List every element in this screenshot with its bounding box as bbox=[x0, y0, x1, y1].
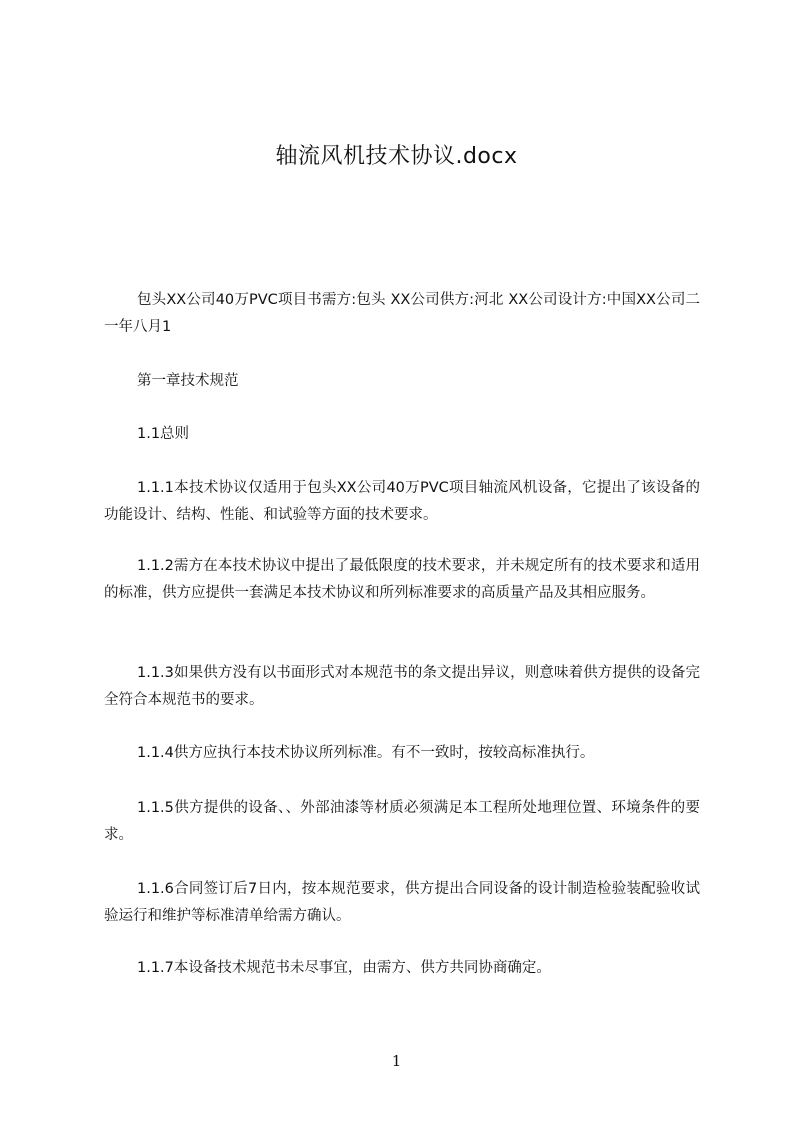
chapter-heading: 第一章技术规范 bbox=[137, 373, 239, 389]
intro-paragraph: 包头XX公司40万PVC项目书需方:包头 XX公司供方:河北 XX公司设计方:中国XX公司二一年八月1 bbox=[104, 292, 700, 335]
paragraph-1-1-1: 1.1.1本技术协议仅适用于包头XX公司40万PVC项目轴流风机设备，它提出了该设备的功能设计、结构、性能、和试验等方面的技术要求。 bbox=[104, 480, 700, 523]
paragraph-1-1-7: 1.1.7本设备技术规范书未尽事宜，由需方、供方共同协商确定。 bbox=[137, 960, 551, 976]
paragraph-1-1-2: 1.1.2需方在本技术协议中提出了最低限度的技术要求，并未规定所有的技术要求和适用的标准，供方应提供一套满足本技术协议和所列标准要求的高质量产品及其相应服务。 bbox=[104, 558, 700, 601]
paragraph-1-1-3: 1.1.3如果供方没有以书面形式对本规范书的条文提出异议，则意味着供方提供的设备完全符合本规范书的要求。 bbox=[104, 665, 700, 708]
section-heading: 1.1总则 bbox=[137, 426, 190, 442]
paragraph-1-1-5: 1.1.5供方提供的设备、、外部油漆等材质必须满足本工程所处地理位置、环境条件的要求。 bbox=[104, 800, 700, 843]
page-number: 1 bbox=[391, 1052, 402, 1070]
paragraph-1-1-6: 1.1.6合同签订后7日内，按本规范要求，供方提出合同设备的设计制造检验装配验收试验运行和维护等标准清单给需方确认。 bbox=[104, 881, 700, 924]
paragraph-1-1-4: 1.1.4供方应执行本技术协议所列标准。有不一致时，按较高标准执行。 bbox=[137, 745, 595, 761]
document-title: 轴流风机技术协议.docx bbox=[275, 144, 518, 169]
